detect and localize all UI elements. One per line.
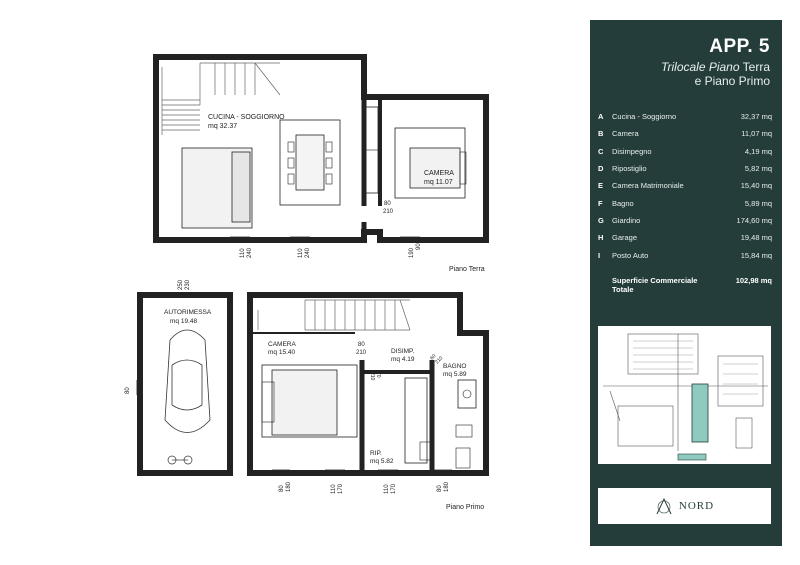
room-name: Camera [612,129,639,139]
dim-garage-w: 250 [178,279,184,290]
room-name: Cucina - Soggiorno [612,112,677,122]
apartment-title: APP. 5 [709,36,770,57]
room-name: Camera Matrimoniale [612,181,684,191]
dim-first-door-h: 210 [356,350,367,356]
label-camera: CAMERA [424,170,454,177]
dim-bagno-door-h: 210 [434,355,445,366]
room-row [598,143,772,160]
site-map [598,326,771,464]
label-camera-2-area: mq 15.40 [268,349,296,356]
room-area: 11,07 mq [741,129,772,139]
info-panel [590,20,782,546]
subtitle-rest-1: Terra [739,60,770,74]
dim-window-1-h: 240 [247,247,253,258]
label-rip-area: mq 5.82 [370,458,394,465]
total-surface [612,276,772,294]
dim-first-door-w: 80 [358,342,365,348]
dim-window-2-h: 240 [305,247,311,258]
room-letter: C [598,146,604,156]
room-row [598,177,772,194]
car-icon [165,330,210,433]
label-rip: RIP. [370,450,382,457]
room-name: Disimpegno [612,146,652,156]
total-label-1: Superficie Commerciale [612,276,698,285]
rooms-table [598,108,772,264]
total-label [612,276,736,294]
room-name: Posto Auto [612,250,649,260]
label-autorimessa: AUTORIMESSA [164,309,212,316]
total-area: 102,98 mq [735,276,772,285]
dim-first-win-2-w: 110 [331,484,337,494]
room-letter: I [598,250,601,260]
label-cucina-area: mq 32.37 [208,123,238,130]
dim-first-win-1-h: 180 [286,481,292,492]
room-name: Garage [612,233,638,243]
dim-first-win-1-w: 80 [279,485,285,492]
subtitle-rest-2: e Piano Primo [694,74,770,88]
room-area: 19,48 mq [740,233,772,243]
dim-first-win-4-h: 180 [444,481,450,492]
highlighted-unit [692,384,708,442]
dim-window-2-w: 110 [298,248,304,258]
label-camera-2: CAMERA [268,341,296,348]
label-autorimessa-area: mq 19.48 [170,318,198,325]
label-disimp-area: mq 4.19 [391,356,415,363]
dim-first-win-3-w: 110 [384,484,390,494]
dim-bagno-door-w: 60 [429,353,438,362]
room-area: 15,84 mq [740,250,772,260]
dim-first-win-2-h: 170 [338,483,344,494]
first-floor-label: Piano Primo [446,504,485,511]
room-letter: H [598,233,604,243]
dim-rip-door-h: 210 [369,372,375,381]
dim-rip-door-w: 70 [375,372,381,378]
room-letter: D [598,164,604,174]
label-bagno: BAGNO [443,363,467,370]
dim-first-win-3-h: 170 [391,483,397,494]
label-cucina: CUCINA - SOGGIORNO [208,114,285,121]
dim-window-1-w: 110 [240,248,246,258]
room-row [598,125,772,142]
room-letter: G [598,215,604,225]
room-letter: A [598,112,604,122]
room-area: 5,89 mq [744,198,772,208]
dim-garage-h: 230 [185,279,191,290]
apartment-subtitle [600,60,770,88]
room-area: 15,40 mq [740,181,772,191]
room-area: 4,19 mq [744,146,772,156]
room-name: Giardino [612,215,641,225]
room-row [598,194,772,211]
room-area: 174,60 mq [736,215,772,225]
label-camera-area: mq 11.07 [424,179,453,186]
label-disimp: DISIMP. [391,348,415,355]
dim-ground-door-h: 210 [383,209,394,215]
room-row [598,212,772,229]
logo-icon [655,496,673,516]
room-area: 5,82 mq [744,164,772,174]
room-letter: E [598,181,604,191]
ground-floor-label: Piano Terra [449,266,485,273]
label-bagno-area: mq 5.89 [443,371,467,378]
room-letter: F [598,198,603,208]
dim-garage-side: 80 [125,387,131,394]
dim-window-3-w: 190 [409,247,415,258]
dim-ground-door-w: 80 [384,201,391,207]
brand-logo [598,488,771,524]
first-floor-plan [250,295,486,473]
room-row [598,160,772,177]
subtitle-italic: Trilocale Piano [661,60,740,74]
ground-floor-plan [156,57,486,240]
room-row [598,229,772,246]
room-area: 32,37 mq [740,112,772,122]
highlighted-parking [678,454,706,460]
logo-text: NORD [678,500,715,512]
room-row [598,246,772,263]
dim-first-win-4-w: 80 [437,485,443,492]
room-letter: B [598,129,604,139]
dim-window-3-h: 90 [416,243,422,250]
total-label-2: Totale [612,285,634,294]
site-map-drawing [598,326,771,464]
room-name: Bagno [612,198,634,208]
room-name: Ripostiglio [612,164,647,174]
room-row [598,108,772,125]
